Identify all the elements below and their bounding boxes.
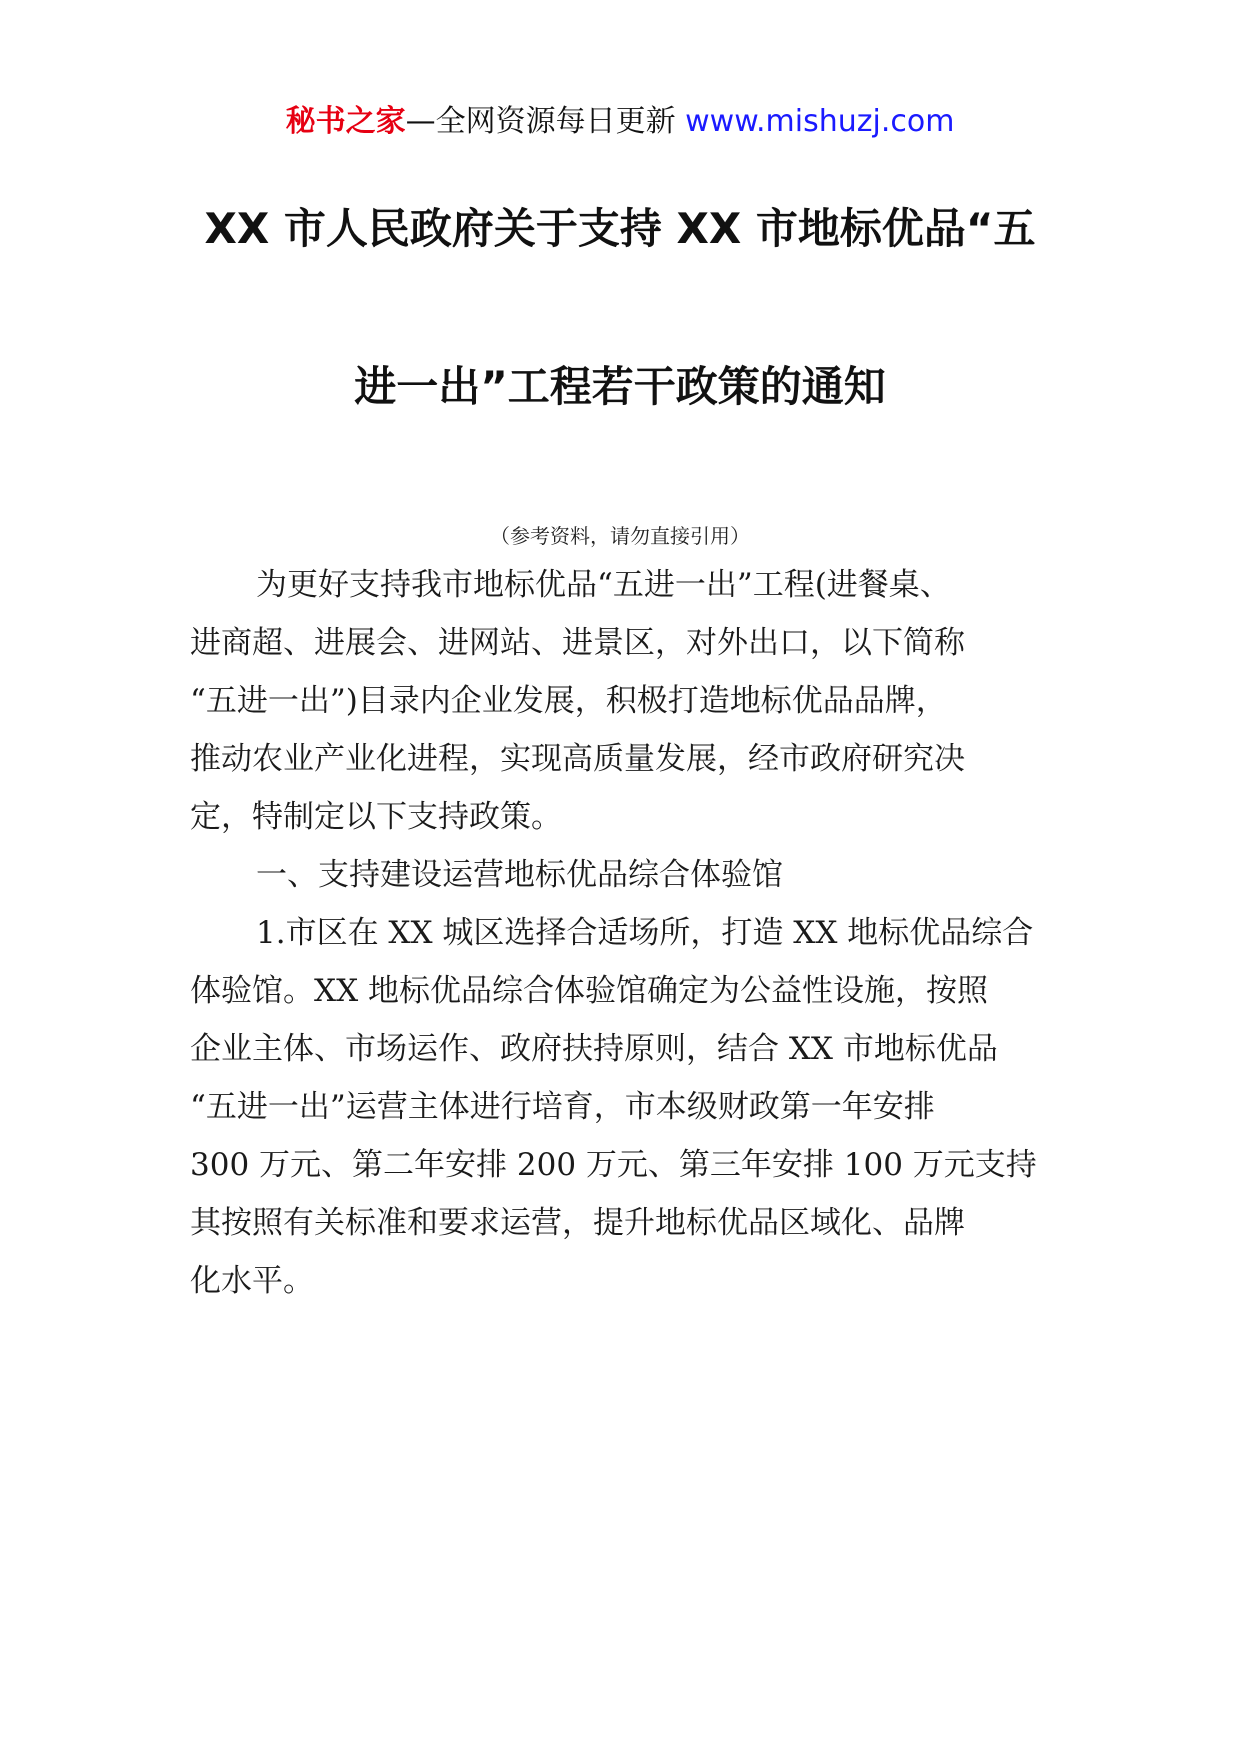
site-header	[0, 100, 1240, 144]
site-brand: 秘书之家	[285, 104, 406, 139]
paragraph-line: 其按照有关标准和要求运营，提升地标优品区域化、品牌	[190, 1205, 965, 1241]
site-url-link[interactable]: www.mishuzj.com	[685, 104, 955, 139]
paragraph-line: 进商超、进展会、进网站、进景区，对外出口，以下简称	[190, 625, 965, 661]
paragraph-line: “五进一出”运营主体进行培育，市本级财政第一年安排	[190, 1089, 935, 1125]
section-heading: 一、支持建设运营地标优品综合体验馆	[256, 857, 783, 893]
document-title-line-2: 进一出”工程若干政策的通知	[354, 362, 886, 411]
paragraph-line: 体验馆。XX 地标优品综合体验馆确定为公益性设施，按照	[190, 973, 988, 1009]
paragraph-line: 企业主体、市场运作、政府扶持原则，结合 XX 市地标优品	[190, 1031, 998, 1067]
paragraph-line: 定，特制定以下支持政策。	[190, 799, 562, 835]
paragraph-line: 化水平。	[190, 1263, 314, 1299]
paragraph-line: “五进一出”)目录内企业发展，积极打造地标优品品牌，	[190, 683, 947, 719]
document-title-line-1: XX 市人民政府关于支持 XX 市地标优品“五	[204, 204, 1036, 253]
site-tagline: —全网资源每日更新	[405, 104, 686, 139]
reference-note: （参考资料，请勿直接引用）	[490, 524, 750, 548]
paragraph-line: 为更好支持我市地标优品“五进一出”工程(进餐桌、	[256, 567, 951, 603]
paragraph-line: 1.市区在 XX 城区选择合适场所，打造 XX 地标优品综合	[256, 915, 1034, 951]
paragraph-line: 300 万元、第二年安排 200 万元、第三年安排 100 万元支持	[190, 1147, 1037, 1183]
paragraph-line: 推动农业产业化进程，实现高质量发展，经市政府研究决	[190, 741, 965, 777]
